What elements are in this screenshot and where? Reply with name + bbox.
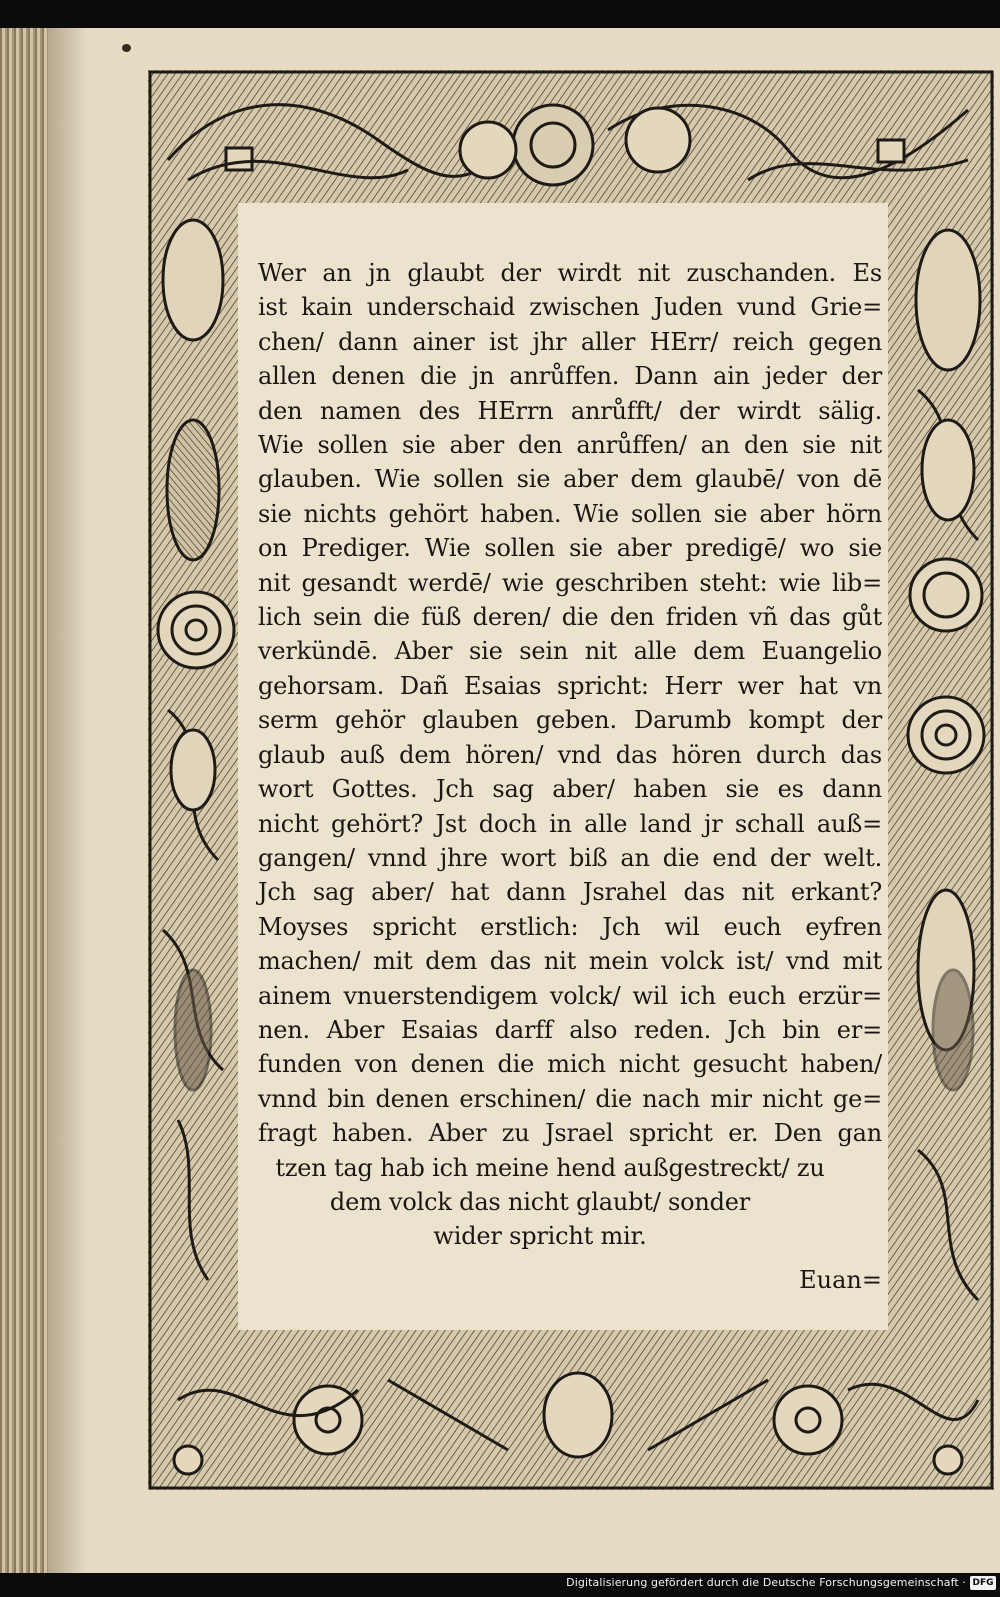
text-line: ist kain underschaid zwischen Juden vund Grie=	[258, 293, 882, 322]
text-line: on Prediger. Wie sollen sie aber predigē/ wo sie	[258, 534, 882, 563]
text-line: allen denen die jn anrůffen. Dann ain jeder der	[258, 362, 882, 391]
text-line: fragt haben. Aber zu Jsrael spricht er. Den gan	[258, 1119, 882, 1148]
text-line: verkündē. Aber sie sein nit alle dem Euangelio	[258, 637, 882, 666]
text-line: dem volck das nicht glaubt/ sonder	[329, 1187, 751, 1216]
dfg-logo: DFG	[970, 1576, 996, 1590]
ink-mark	[122, 44, 131, 52]
text-line: lich sein die füß deren/ die den friden vñ das gůt	[258, 603, 882, 632]
text-line: ainem vnuerstendigem volck/ wil ich euch erzür=	[258, 981, 882, 1010]
page-edges	[0, 28, 48, 1573]
text-line: machen/ mit dem das nit mein volck ist/ vnd mit	[258, 947, 882, 976]
text-line: gangen/ vnnd jhre wort biß an die end der welt.	[258, 843, 882, 872]
text-line: wort Gottes. Jch sag aber/ haben sie es dann	[258, 775, 882, 804]
text-line: Jch sag aber/ hat dann Jsrahel das nit erkant?	[258, 878, 882, 907]
text-line: vnnd bin denen erschinen/ die nach mir nicht ge=	[258, 1084, 882, 1113]
text-line: sie nichts gehört haben. Wie sollen sie aber hörn	[258, 499, 882, 528]
digitization-credit: Digitalisierung gefördert durch die Deutsche Forschungsgemeinschaft ·	[566, 1576, 966, 1589]
text-line: Moyses spricht erstlich: Jch wil euch eyfren	[258, 912, 882, 941]
text-line: funden von denen die mich nicht gesucht haben/	[258, 1050, 882, 1079]
text-line: gehorsam. Dañ Esaias spricht: Herr wer hat vn	[258, 671, 882, 700]
text-line: serm gehör glauben geben. Darumb kompt der	[258, 706, 882, 735]
text-line: Wie sollen sie aber den anrůffen/ an den sie nit	[258, 431, 882, 460]
text-line: nicht gehört? Jst doch in alle land jr schall auß=	[258, 809, 882, 838]
text-line: glauben. Wie sollen sie aber dem glaubē/ von dē	[258, 465, 882, 494]
text-line: wider spricht mir.	[433, 1222, 647, 1251]
text-line: glaub auß dem hören/ vnd das hören durch das	[258, 740, 882, 769]
text-line: den namen des HErrn anrůfft/ der wirdt sälig.	[258, 396, 882, 425]
body-text	[258, 256, 882, 1254]
text-line: chen/ dann ainer ist jhr aller HErr/ reich gegen	[258, 327, 882, 356]
gutter-shadow	[48, 28, 88, 1573]
catchword: Euan=	[799, 1266, 882, 1294]
text-line: nen. Aber Esaias darff also reden. Jch bin er=	[258, 1015, 882, 1044]
text-line: nit gesandt werdē/ wie geschriben steht: wie lib=	[258, 568, 882, 597]
text-line: tzen tag hab ich meine hend außgestreckt/ zu	[275, 1153, 825, 1182]
text-line: Wer an jn glaubt der wirdt nit zuschanden. Es	[258, 259, 882, 287]
